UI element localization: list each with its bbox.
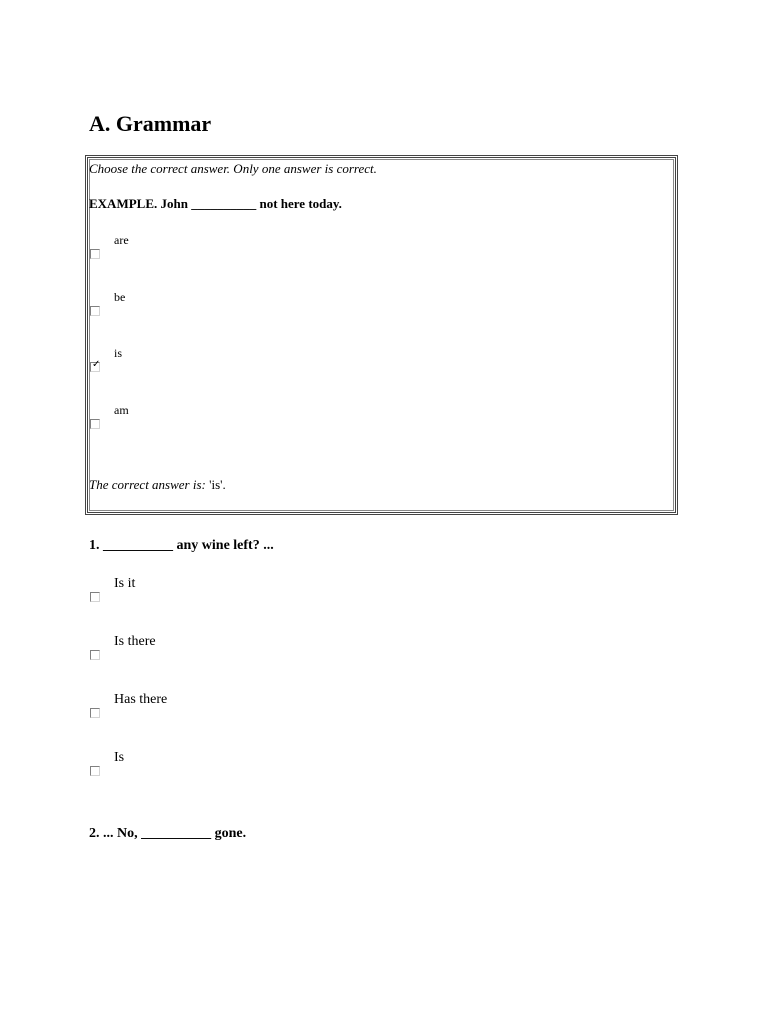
option-checkbox[interactable] bbox=[90, 650, 100, 660]
answer-prefix: The correct answer is: bbox=[89, 477, 206, 492]
option-label: Is bbox=[114, 750, 125, 765]
option-checkbox[interactable] bbox=[90, 249, 100, 259]
option-label: are bbox=[114, 233, 129, 247]
option-checkbox[interactable] bbox=[90, 766, 100, 776]
option-checkbox-checked[interactable] bbox=[90, 359, 101, 372]
answer-value: 'is'. bbox=[209, 477, 226, 492]
option-label: is bbox=[114, 346, 123, 360]
option-checkbox[interactable] bbox=[90, 708, 100, 718]
option-label: be bbox=[114, 290, 126, 304]
question-2: 2. ... No, __________ gone. bbox=[89, 826, 247, 841]
question-1: 1. __________ any wine left? ... bbox=[89, 538, 274, 553]
option-checkbox[interactable] bbox=[90, 306, 100, 316]
check-icon: ✓ bbox=[92, 359, 101, 370]
instructions-text: Choose the correct answer. Only one answer is correct. bbox=[89, 161, 377, 176]
section-title: A. Grammar bbox=[89, 111, 212, 136]
example-question: EXAMPLE. John __________ not here today. bbox=[89, 196, 342, 211]
option-label: am bbox=[114, 403, 129, 417]
option-checkbox[interactable] bbox=[90, 419, 100, 429]
option-label: Is it bbox=[114, 576, 136, 591]
correct-answer-line bbox=[89, 476, 226, 493]
option-checkbox[interactable] bbox=[90, 592, 100, 602]
option-label: Is there bbox=[114, 634, 156, 649]
option-label: Has there bbox=[114, 692, 168, 707]
